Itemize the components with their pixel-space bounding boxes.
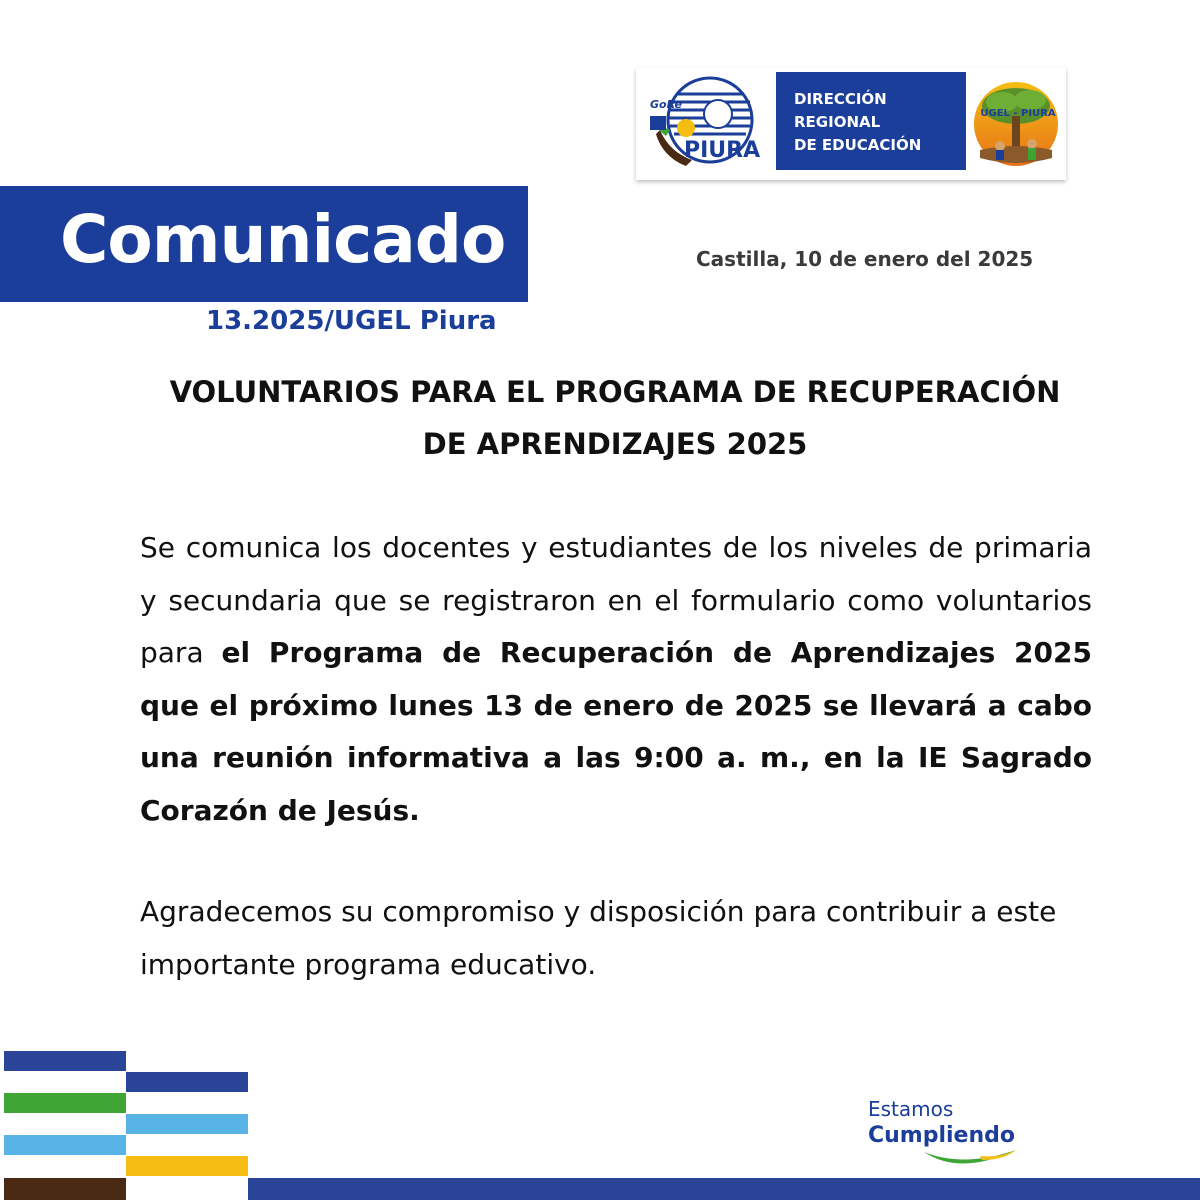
reference-code: 13.2025/UGEL Piura [206,306,497,336]
comunicado-banner [0,186,528,302]
dre-line-1: DIRECCIÓN [794,90,887,108]
heading-line-1: VOLUNTARIOS PARA EL PROGRAMA DE RECUPERACIÓN [169,375,1061,409]
slogan-line-1: Estamos [868,1097,954,1121]
slogan-line-2: Cumpliendo [868,1123,1016,1148]
stripe-brown-left [4,1178,126,1200]
stripe-navy-right [126,1072,248,1092]
bottom-bar [248,1178,1200,1200]
stripe-lightblue-right [126,1114,248,1134]
ugel-logo-text: UGEL - PIURA [980,108,1056,119]
body-emphasis: el Programa de Recuperación de Aprendizajes 2025 que el próximo lunes 13 de enero de 2025 se llevará a cabo una reunión informativa a las 9:00 a. m., en la IE Sagrado Corazón de Jesús. [140,636,1092,827]
stripe-navy-top-left [4,1051,126,1071]
heading-line-2: DE APRENDIZAJES 2025 [422,427,808,461]
slogan-swoosh-icon [920,1146,1020,1170]
body-intro: Se comunica los docentes y estudiantes de los niveles de primaria y secundaria que se registraron en el formulario como voluntarios para [140,531,1092,669]
dre-logo [776,72,966,170]
logo-strip [636,68,1066,180]
gore-tag-text: GoRe [650,98,682,111]
banner-title: Comunicado [60,201,506,278]
closing-paragraph: Agradecemos su compromiso y disposición para contribuir a este importante programa educativo. [140,895,1057,981]
issue-date: Castilla, 10 de enero del 2025 [696,247,1034,271]
stripe-lightblue-left [4,1135,126,1155]
stripe-yellow-right [126,1156,248,1176]
announcement-body [140,522,1092,837]
stripe-green-left [4,1093,126,1113]
dre-line-2: REGIONAL [794,113,881,131]
ugel-piura-logo [970,72,1062,172]
dre-line-3: DE EDUCACIÓN [794,136,922,154]
announcement-heading [110,366,1120,470]
gore-name-text: PIURA [684,138,761,163]
